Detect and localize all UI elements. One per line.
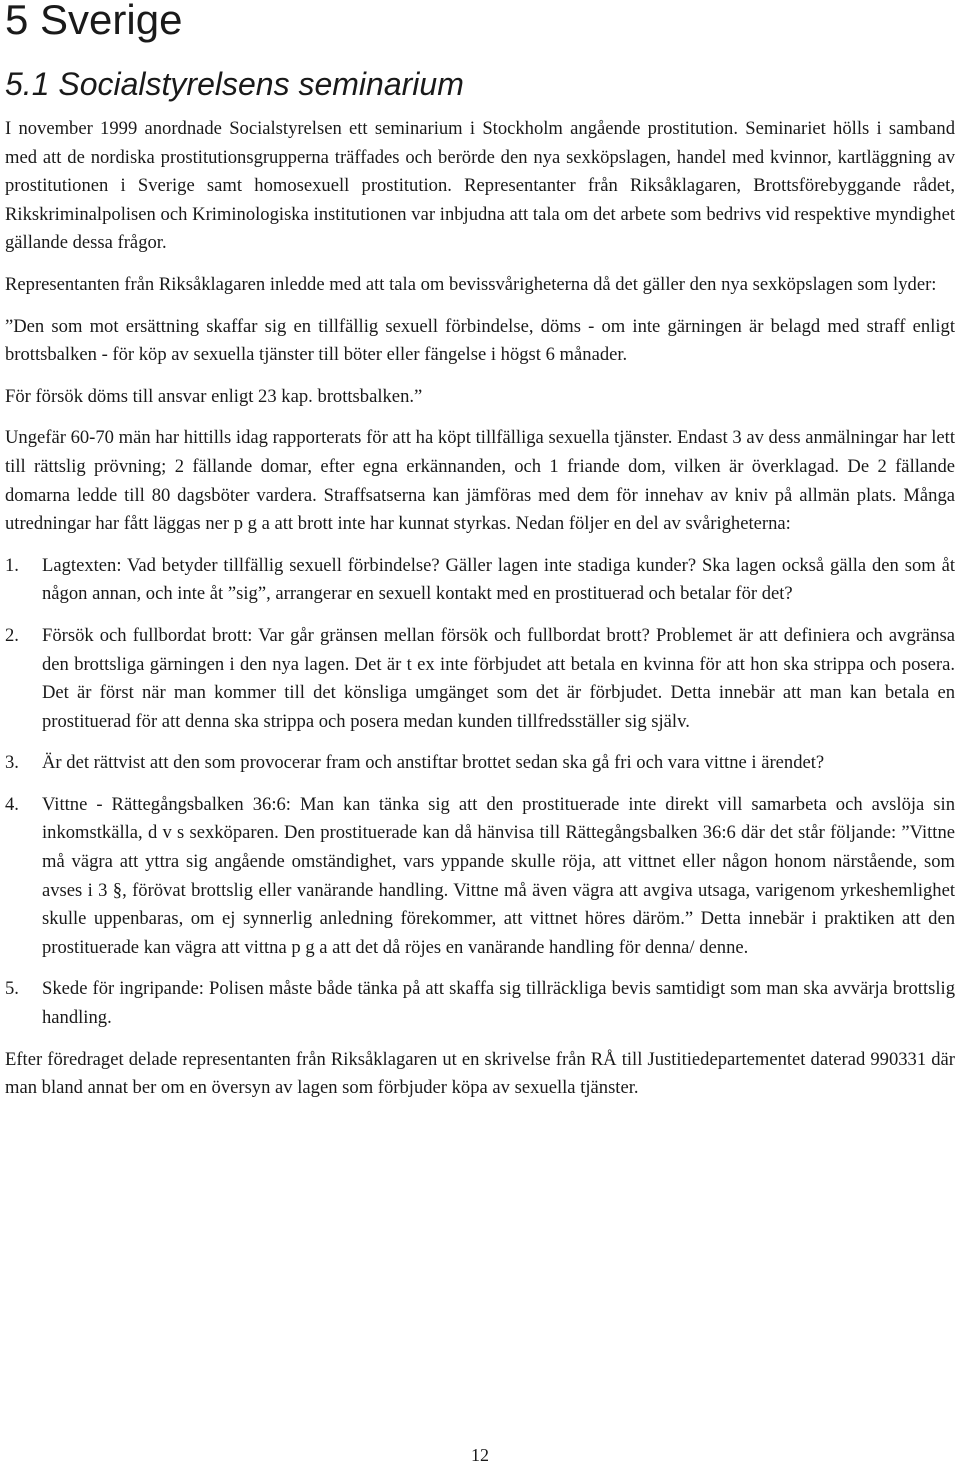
list-item-number: 4. — [5, 793, 19, 815]
list-item — [5, 622, 955, 736]
paragraph-law-quote-end: För försök döms till ansvar enligt 23 kap. brottsbalken.” — [5, 385, 423, 407]
list-item — [5, 975, 955, 1032]
list-item-number: 1. — [5, 554, 19, 576]
list-item-number: 5. — [5, 978, 19, 1000]
list-item-number: 3. — [5, 752, 19, 774]
list-item — [5, 552, 955, 609]
body-text — [5, 115, 955, 1116]
chapter-heading: 5 Sverige — [5, 0, 183, 43]
list-item — [5, 749, 955, 778]
paragraph-conclusion: Efter föredraget delade representanten från Riksåklagaren ut en skrivelse från RÅ till Justitiedepartementet daterad 990331 där man bland annat ber om en översyn av lagen som förbjuder köpa av sexuella tjänster. — [5, 1048, 955, 1099]
list-item-text: Lagtexten: Vad betyder tillfällig sexuell förbindelse? Gäller lagen inte stadiga kunder? Ska lagen också gälla den som åt någon annan, och inte åt ”sig”, arrangerar en sexuell kontakt med en prostituerad och betalar för det? — [42, 554, 955, 605]
paragraph-statistics: Ungefär 60-70 män har hittills idag rapporterats för att ha köpt tillfälliga sexuella tjänster. Endast 3 av dess anmälningar har lett till rättslig prövning; 2 fällande domar, efter egna erkännanden, och 1 friande dom, vilken är överklagad. De 2 fällande domarna ledde till 80 dagsböter vardera. Straffsatserna kan jämföras med dem för innehav av kniv på allmän plats. Många utredningar har fått läggas ner p g a att brott inte har kunnat styrkas. Nedan följer en del av svårigheterna: — [5, 427, 955, 535]
list-item — [5, 791, 955, 963]
difficulties-list — [5, 552, 955, 1033]
section-heading: 5.1 Socialstyrelsens seminarium — [5, 66, 464, 102]
paragraph-law-intro: Representanten från Riksåklagaren inledde med att tala om bevissvårigheterna då det gäller den nya sexköpslagen som lyder: — [5, 273, 937, 295]
paragraph-law-quote: ”Den som mot ersättning skaffar sig en tillfällig sexuell förbindelse, döms - om inte gärningen är belagd med straff enligt brottsbalken - för köp av sexuella tjänster till böter eller fängelse i högst 6 månader. — [5, 315, 955, 366]
page-number: 12 — [471, 1445, 489, 1465]
list-item-text: Vittne - Rättegångsbalken 36:6: Man kan tänka sig att den prostituerade inte direkt vill samarbeta och avslöja sin inkomstkälla, d v s sexköparen. Den prostituerade kan då hänvisa till Rättegångsbalken 36:6 där det står följande: ”Vittne må vägra att yttra sig angående omständighet, vars yppande skulle röja, att vittnet eller någon honom närstående, som avses i 3 §, förövat brottslig eller vanärande handling. Vittne må även vägra att avgiva utsaga, varigenom yrkeshemlighet skulle uppenbaras, om ej synnerlig anledning förekommer, att vittnet höres däröm.” Detta innebär i praktiken att den prostituerade kan vägra att vittna p g a att det då röjes en vanärande handling för denna/ denne. — [42, 793, 955, 958]
paragraph-intro: I november 1999 anordnade Socialstyrelsen ett seminarium i Stockholm angående prostitution. Seminariet hölls i samband med att de nordiska prostitutionsgrupperna träffades och berörde den nya sexköpslagen, handel med kvinnor, kartläggning av prostitutionen i Sverige samt homosexuell prostitution. Representanter från Riksåklagaren, Brottsförebyggande rådet, Rikskriminalpolisen och Kriminologiska institutionen var inbjudna att tala om det arbete som bedrivs vid respektive myndighet gällande dessa frågor. — [5, 118, 955, 254]
list-item-text: Försök och fullbordat brott: Var går gränsen mellan försök och fullbordat brott? Problemet är att definiera och avgränsa den brottsliga gärningen i den nya lagen. Det är t ex inte förbjudet att betala en kvinna för att hon ska strippa och posera. Det är först när man kommer till det könsliga umgänget som det är förbjudet. Detta innebär att man kan betala en prostituerad för att denna ska strippa och posera medan kunden tillfredsställer sig själv. — [42, 624, 955, 732]
list-item-text: Är det rättvist att den som provocerar fram och anstiftar brottet sedan ska gå fri och vara vittne i ärendet? — [42, 752, 825, 774]
list-item-number: 2. — [5, 624, 19, 646]
list-item-text: Skede för ingripande: Polisen måste både tänka på att skaffa sig tillräckliga bevis samtidigt som man ska avvärja brottslig handling. — [42, 978, 955, 1029]
